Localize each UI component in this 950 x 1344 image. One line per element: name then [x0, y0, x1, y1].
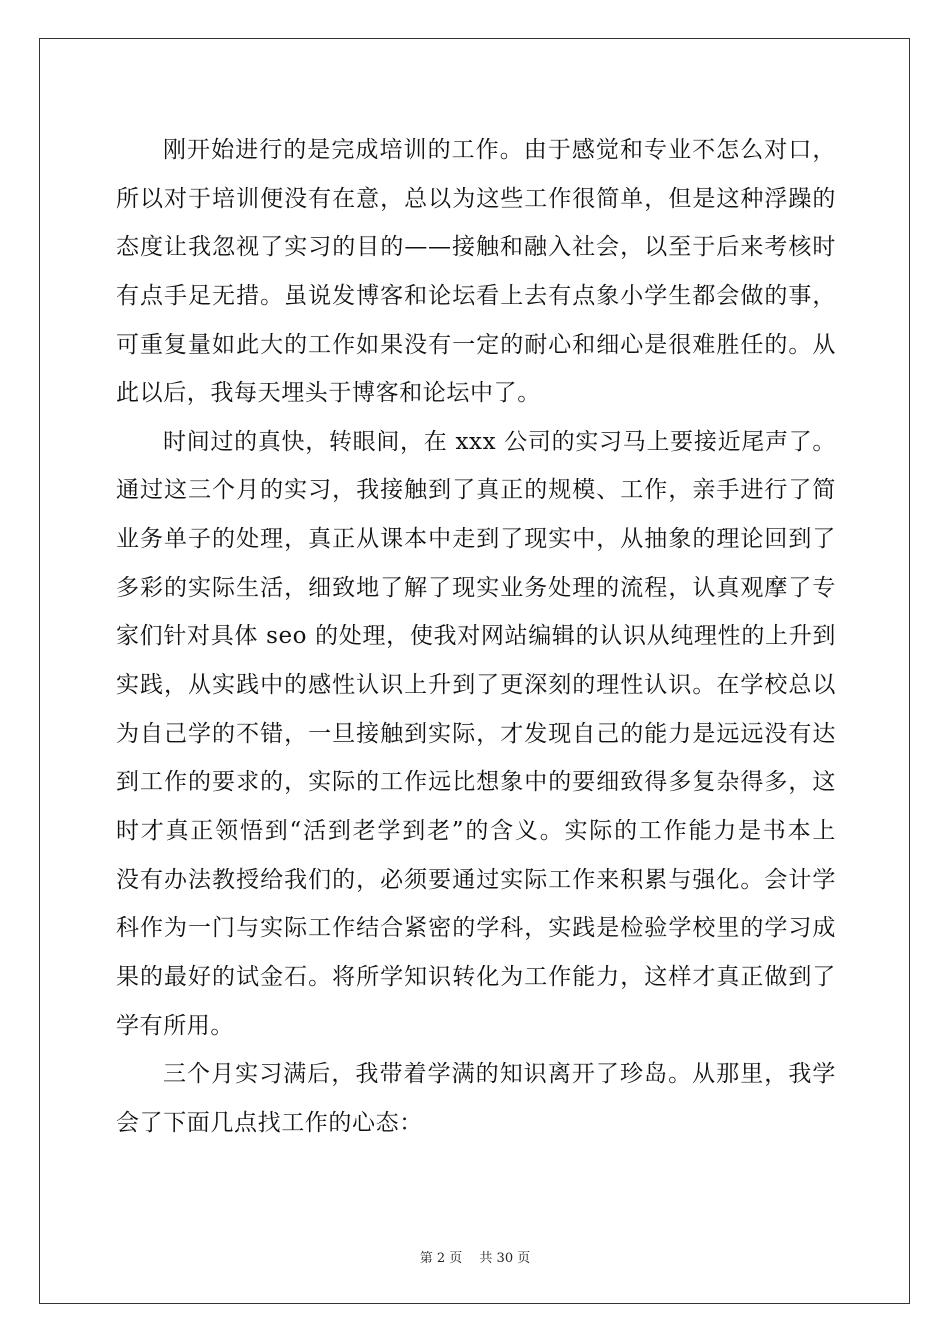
text-line: 多彩的实际生活，细致地了解了现实业务处理的流程，认真观摩了专 [116, 574, 836, 601]
text-line: 家们针对具体 seo 的处理，使我对网站编辑的认识从纯理性的上升到 [116, 623, 836, 650]
text-line: 实践，从实践中的感性认识上升到了更深刻的理性认识。在学校总以 [116, 672, 836, 699]
text-line: 为自己学的不错，一旦接触到实际，才发现自己的能力是远远没有达 [116, 720, 836, 747]
page-number-footer: 第 2 页 共 30 页 [419, 1251, 531, 1266]
text-line: 此以后，我每天埋头于博客和论坛中了。 [116, 380, 541, 407]
text-line: 刚开始进行的是完成培训的工作。由于感觉和专业不怎么对口， [163, 137, 836, 163]
document-body [116, 126, 836, 1147]
text-line: 可重复量如此大的工作如果没有一定的耐心和细心是很难胜任的。从 [116, 331, 836, 358]
text-line: 业务单子的处理，真正从课本中走到了现实中，从抽象的理论回到了 [116, 526, 836, 553]
text-line: 到工作的要求的，实际的工作远比想象中的要细致得多复杂得多，这 [116, 769, 836, 796]
text-line: 学有所用。 [116, 1012, 234, 1039]
text-line: 所以对于培训便没有在意，总以为这些工作很简单，但是这种浮躁的 [116, 185, 836, 212]
text-line: 时间过的真快，转眼间，在 xxx 公司的实习马上要接近尾声了。 [163, 428, 836, 455]
text-line: 科作为一门与实际工作结合紧密的学科，实践是检验学校里的学习成 [116, 915, 836, 942]
text-line: 通过这三个月的实习，我接触到了真正的规模、工作，亲手进行了简 [116, 477, 836, 504]
text-line: 会了下面几点找工作的心态： [116, 1109, 423, 1136]
text-line: 果的最好的试金石。将所学知识转化为工作能力，这样才真正做到了 [116, 963, 836, 990]
text-line: 三个月实习满后，我带着学满的知识离开了珍岛。从那里，我学 [163, 1061, 836, 1088]
text-line: 有点手足无措。虽说发博客和论坛看上去有点象小学生都会做的事， [116, 282, 836, 309]
text-line: 没有办法教授给我们的，必须要通过实际工作来积累与强化。会计学 [116, 866, 836, 893]
text-line: 时才真正领悟到“活到老学到老”的含义。实际的工作能力是书本上 [116, 817, 836, 844]
text-line: 态度让我忽视了实习的目的——接触和融入社会，以至于后来考核时 [116, 234, 836, 261]
